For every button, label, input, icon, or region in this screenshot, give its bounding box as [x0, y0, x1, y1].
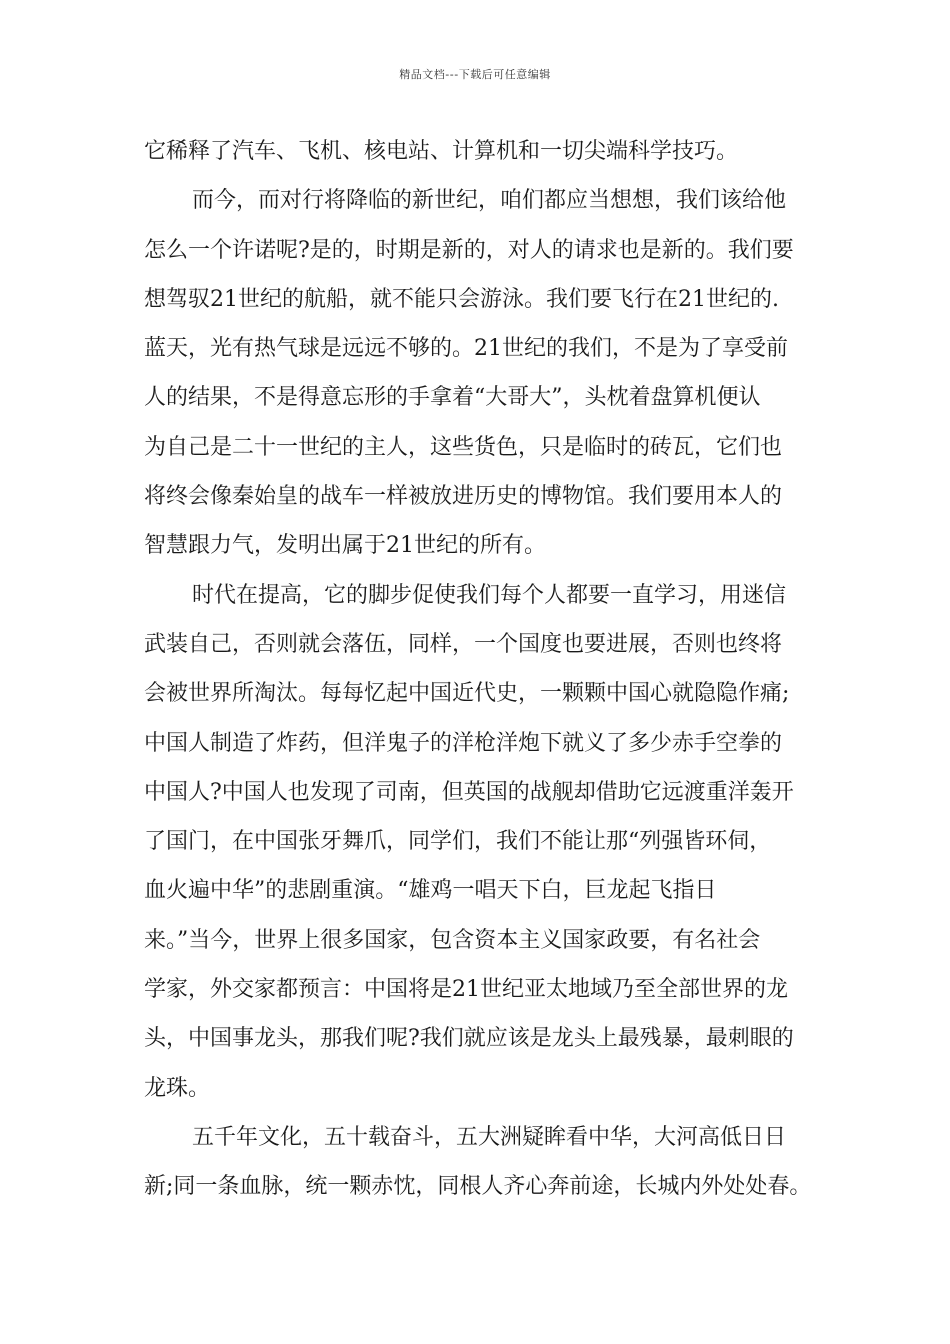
- text-line: 头，中国事龙头，那我们呢?我们就应该是龙头上最残暴，最刺眼的: [144, 1026, 794, 1052]
- page-header: 精品文档---下载后可任意编辑: [399, 68, 551, 81]
- document-body: [144, 127, 844, 1212]
- text-line: 人的结果，不是得意忘形的手拿着“大哥大”，头枕着盘算机便认: [144, 385, 761, 411]
- text-line: 蓝天，光有热气球是远远不够的。21世纪的我们，不是为了享受前: [144, 336, 788, 362]
- text-line: 它稀释了汽车、飞机、核电站、计算机和一切尖端科学技巧。: [144, 139, 739, 164]
- text-line: 会被世界所淘汰。每每忆起中国近代史，一颗颗中国心就隐隐作痛;: [144, 681, 790, 707]
- paragraph-1: [144, 127, 844, 176]
- text-line: 想驾驭21世纪的航船，就不能只会游泳。我们要飞行在21世纪的.: [144, 286, 779, 312]
- text-line: 武装自己，否则就会落伍，同样，一个国度也要进展，否则也终将: [144, 631, 783, 657]
- text-line: 时代在提高，它的脚步促使我们每个人都要一直学习，用迷信: [192, 582, 787, 608]
- text-line: 智慧跟力气，发明出属于21世纪的所有。: [144, 533, 546, 559]
- text-line: 学家，外交家都预言：中国将是21世纪亚太地域乃至全部世界的龙: [144, 977, 788, 1003]
- text-line: 新;同一条血脉，统一颗赤忱，同根人齐心奔前途，长城内外处处春。: [144, 1174, 812, 1200]
- text-line: 血火遍中华”的悲剧重演。“雄鸡一唱天下白，巨龙起飞指日: [144, 878, 717, 904]
- text-line: 而今，而对行将降临的新世纪，咱们都应当想想，我们该给他: [192, 188, 787, 214]
- text-line: 五千年文化，五十载奋斗，五大洲疑眸看中华，大河高低日日: [192, 1124, 787, 1150]
- text-line: 中国人制造了炸药，但洋鬼子的洋枪洋炮下就义了多少赤手空拳的: [144, 730, 783, 756]
- paragraph-3: [144, 571, 844, 1113]
- text-line: 了国门，在中国张牙舞爪，同学们，我们不能让那“列强皆环伺，: [144, 829, 772, 855]
- text-line: 中国人?中国人也发现了司南，但英国的战舰却借助它远渡重洋轰开: [144, 779, 794, 805]
- text-line: 为自己是二十一世纪的主人，这些货色，只是临时的砖瓦，它们也: [144, 434, 783, 460]
- text-line: 来。”当今，世界上很多国家，包含资本主义国家政要，有名社会: [144, 927, 761, 953]
- paragraph-2: [144, 176, 844, 570]
- paragraph-4: [144, 1113, 844, 1212]
- text-line: 怎么一个许诺呢?是的，时期是新的，对人的请求也是新的。我们要: [144, 237, 794, 263]
- text-line: 龙珠。: [144, 1075, 211, 1101]
- text-line: 将终会像秦始皇的战车一样被放进历史的博物馆。我们要用本人的: [144, 484, 783, 510]
